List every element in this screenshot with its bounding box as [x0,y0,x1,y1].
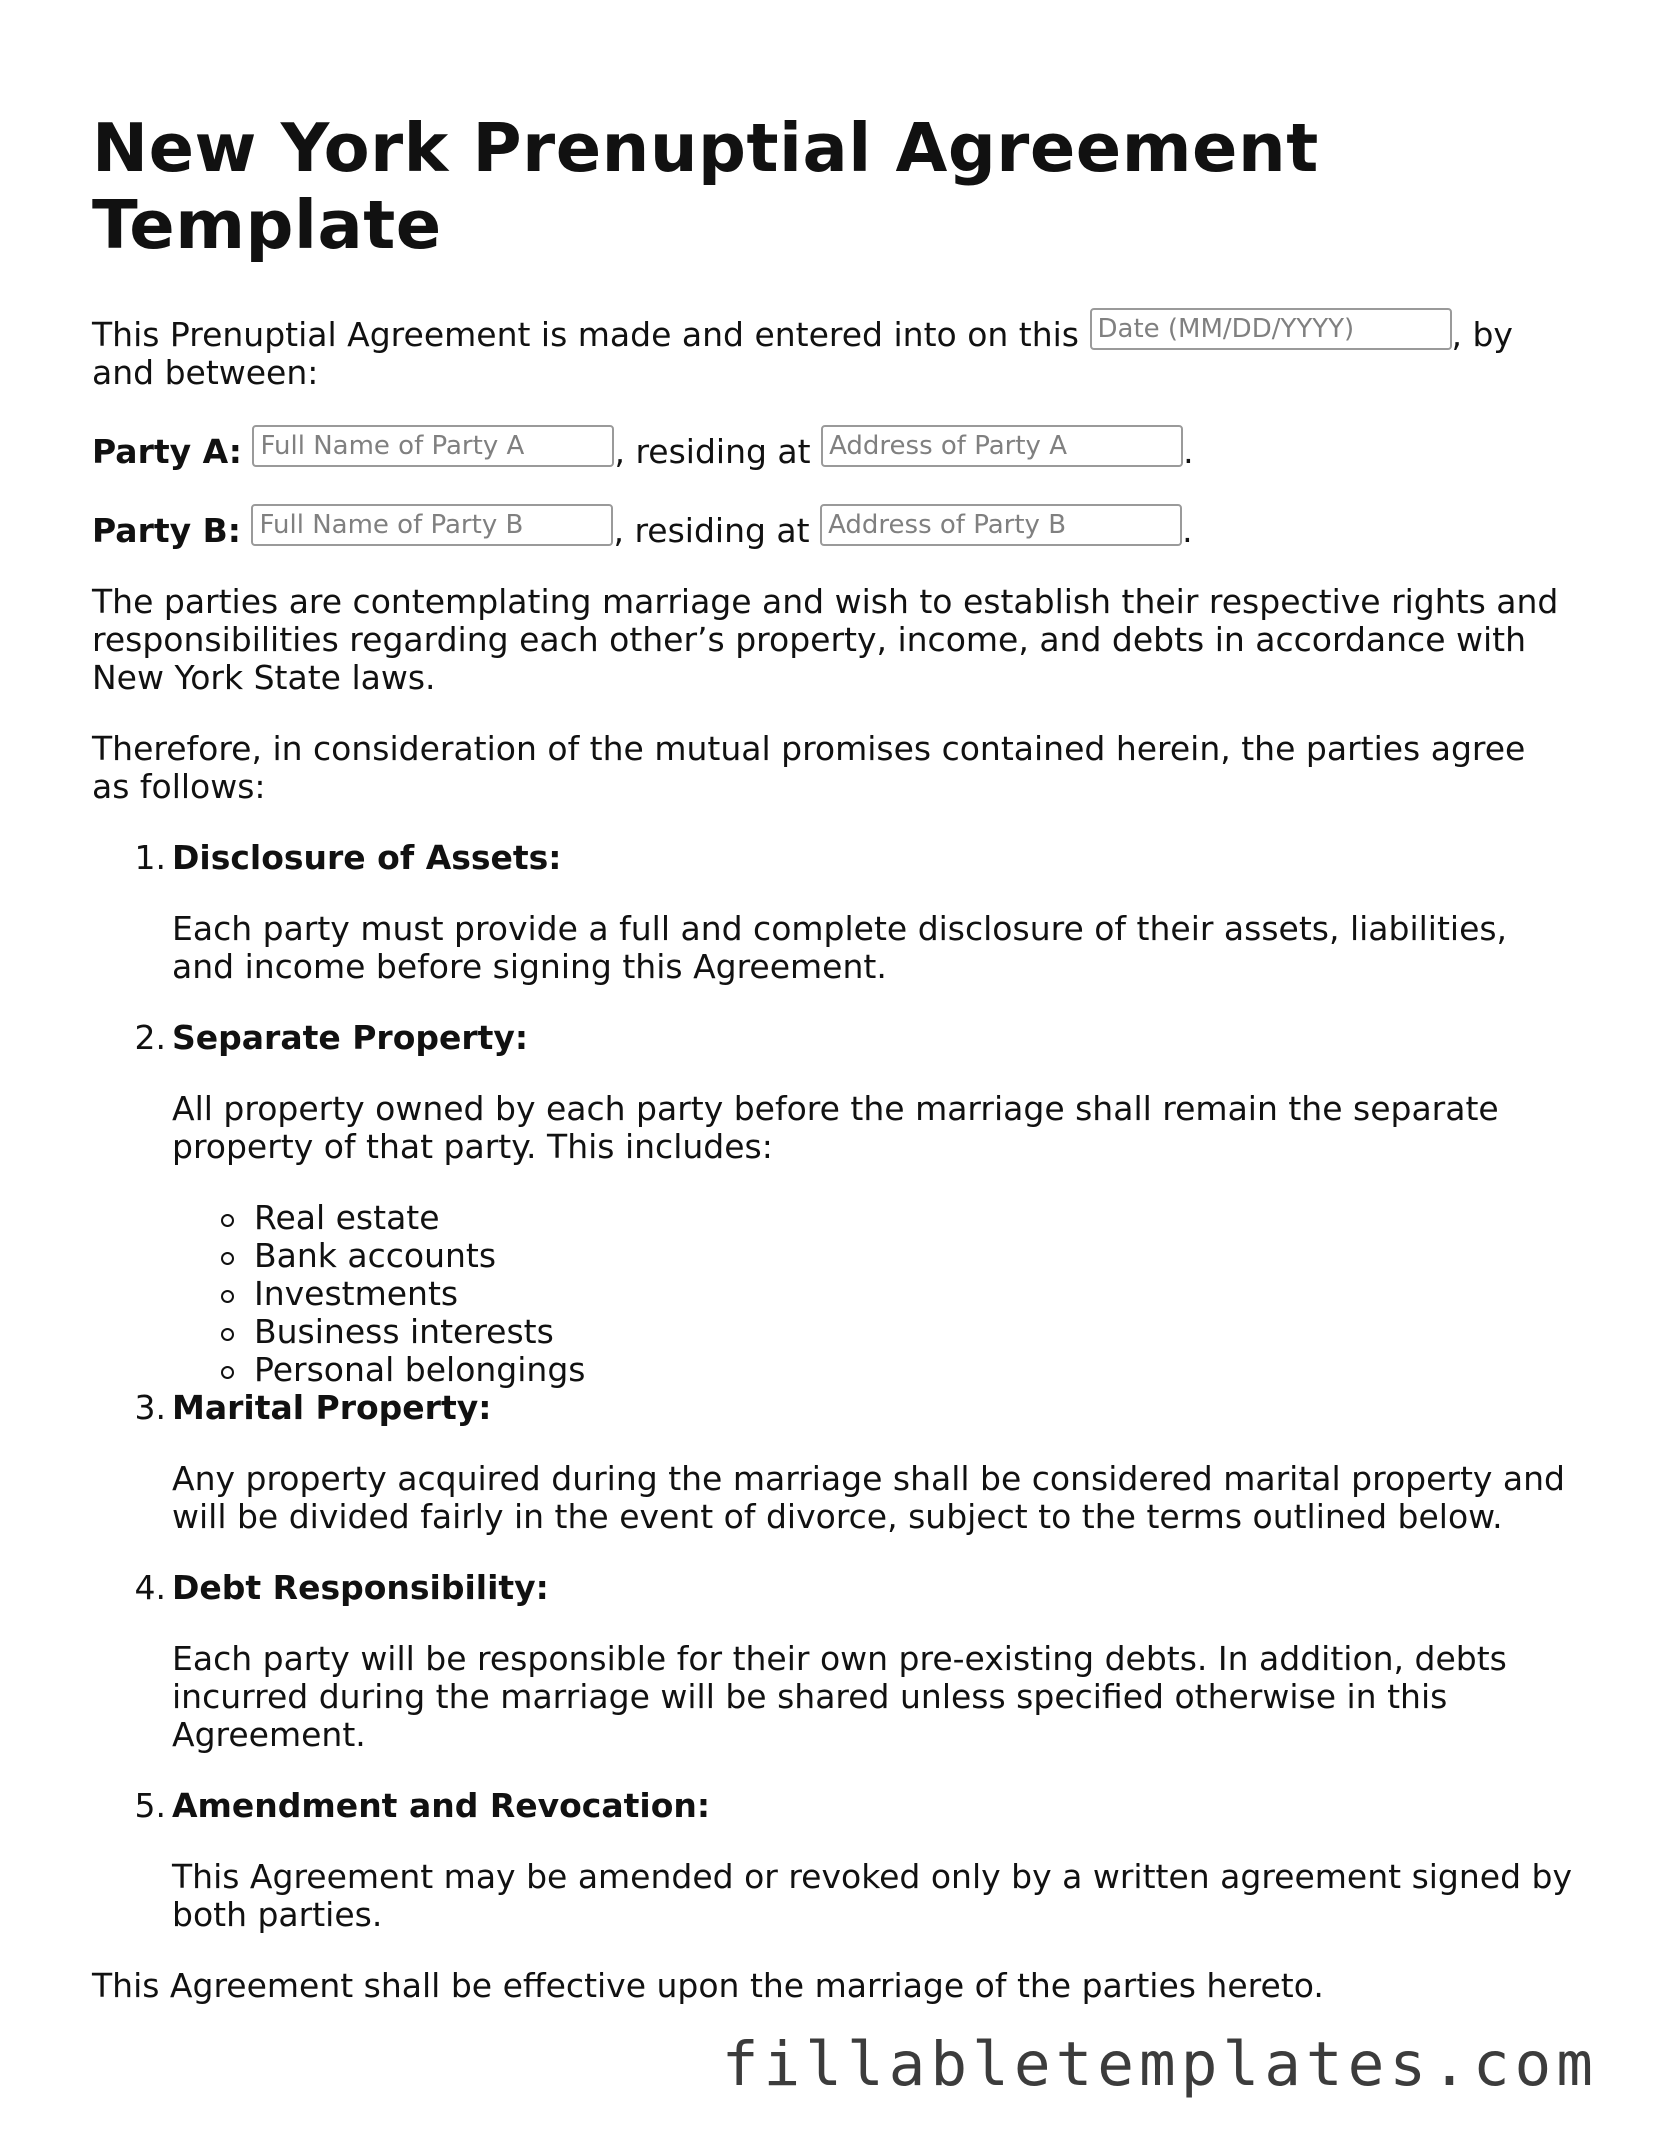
document-title: New York Prenuptial Agreement Template [92,109,1319,264]
closing-paragraph: This Agreement shall be effective upon the marriage of the parties hereto. [92,1966,1324,2005]
party-b-label: Party B: [92,511,241,550]
party-b-residing-text: , residing at [613,511,821,550]
term-item [134,1018,1572,1389]
list-item: Personal belongings [254,1351,1572,1389]
purpose-paragraph: The parties are contemplating marriage and wish to establish their respective rights and responsibilities regarding each other’s property, income, and debts in accordance with New York State laws. [92,582,1559,697]
party-b-end: . [1182,511,1193,550]
intro-paragraph [92,308,1572,392]
term-item [134,838,1572,986]
party-a-label: Party A: [92,432,242,471]
term-body: Any property acquired during the marriage shall be considered marital property and will be divided fairly in the event of divorce, subject to the terms outlined below. [172,1459,1565,1536]
term-number: 4. [134,1568,166,1607]
party-a-residing-text: , residing at [614,432,822,471]
list-item: Business interests [254,1313,1572,1351]
term-item [134,1568,1572,1754]
term-title: Debt Responsibility: [172,1568,549,1607]
term-number: 2. [134,1018,166,1057]
party-a-line [92,425,1572,471]
term-body: All property owned by each party before the marriage shall remain the separate property of that party. This includes: [172,1089,1499,1166]
party-a-end: . [1183,432,1194,471]
date-field[interactable]: Date (MM/DD/YYYY) [1090,308,1452,350]
party-a-name-field[interactable]: Full Name of Party A [252,425,614,467]
term-title: Separate Property: [172,1018,529,1057]
term-title: Marital Property: [172,1388,492,1427]
intro-text-after: , by and between: [92,315,1513,392]
separate-property-list [172,1199,1572,1389]
party-a-address-field[interactable]: Address of Party A [821,425,1183,467]
list-item: Bank accounts [254,1237,1572,1275]
term-item [134,1786,1573,1934]
list-item: Investments [254,1275,1572,1313]
list-item: Real estate [254,1199,1572,1237]
term-number: 5. [134,1786,166,1825]
term-number: 1. [134,838,166,877]
term-title: Amendment and Revocation: [172,1786,711,1825]
term-body: Each party must provide a full and complete disclosure of their assets, liabilities, and income before signing this Agreement. [172,909,1508,986]
term-body: Each party will be responsible for their own pre-existing debts. In addition, debts incurred during the marriage will be shared unless specified otherwise in this Agreement. [172,1639,1507,1754]
term-item [134,1388,1572,1536]
intro-text-before: This Prenuptial Agreement is made and entered into on this [92,315,1090,354]
party-b-address-field[interactable]: Address of Party B [820,504,1182,546]
term-number: 3. [134,1388,166,1427]
party-b-line [92,504,1572,550]
term-body: This Agreement may be amended or revoked only by a written agreement signed by both parties. [172,1857,1573,1934]
terms-list [92,839,1572,1934]
party-b-name-field[interactable]: Full Name of Party B [251,504,613,546]
watermark: fillabletemplates.com [721,2029,1598,2100]
term-title: Disclosure of Assets: [172,838,562,877]
consideration-paragraph: Therefore, in consideration of the mutual promises contained herein, the parties agree as follows: [92,729,1526,806]
document-page [92,110,1572,2038]
